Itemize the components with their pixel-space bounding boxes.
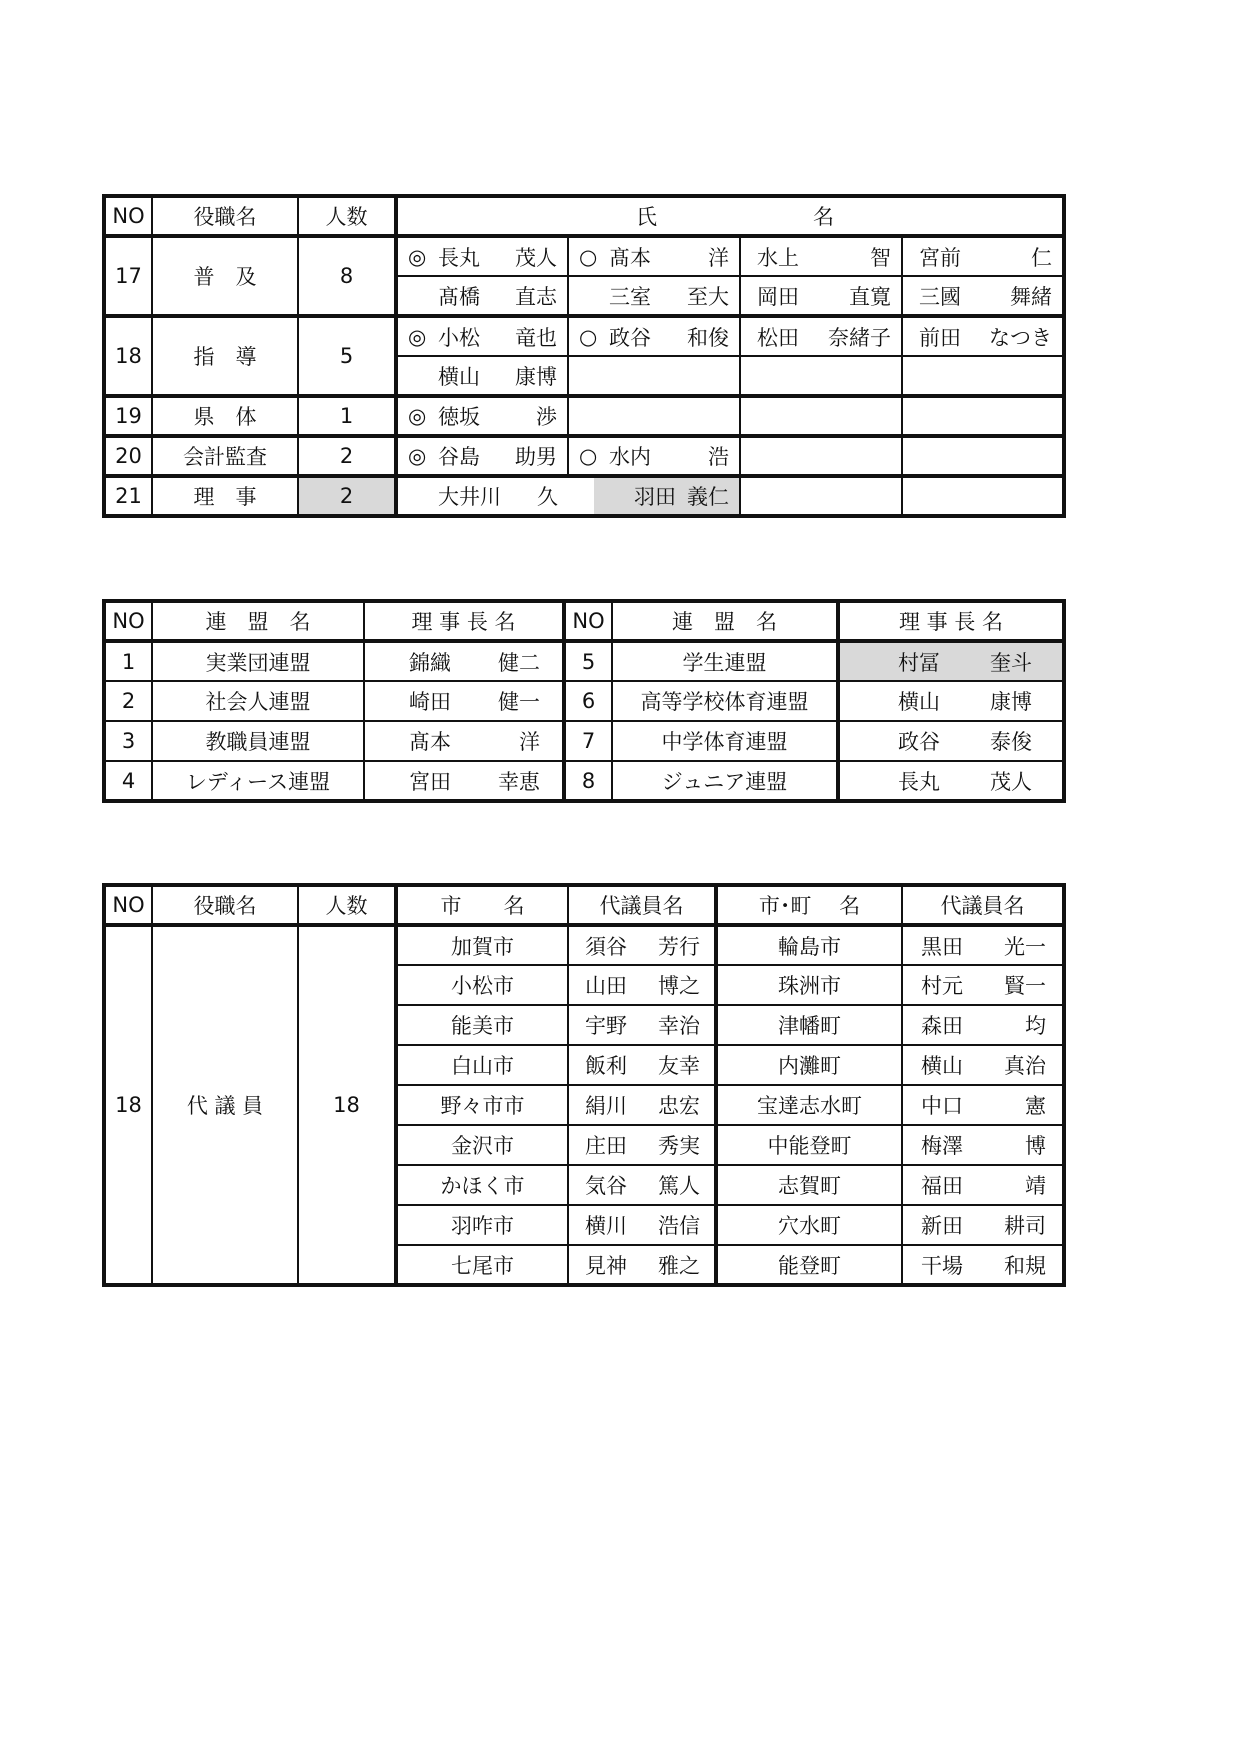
officer-name-cell — [902, 236, 1064, 276]
del-rep2 — [902, 1085, 1064, 1125]
family-name: 長丸 — [898, 769, 940, 794]
del-header-role: 役職名 — [152, 885, 298, 925]
given-name: 耕司 — [1004, 1214, 1046, 1238]
officer-name-cell — [396, 476, 568, 516]
del-rep-name — [569, 970, 714, 1000]
federations-header-row — [104, 601, 1064, 641]
officer-name-cell — [568, 236, 740, 276]
del-town: 珠洲市 — [716, 965, 902, 1005]
given-name: 浩信 — [658, 1214, 700, 1238]
fed-chair-name — [365, 726, 562, 756]
given-name: 均 — [1025, 1014, 1046, 1038]
del-city: 野々市市 — [396, 1085, 568, 1125]
fed-chair-name — [840, 726, 1062, 756]
del-rep — [568, 1005, 716, 1045]
officer-name — [398, 401, 567, 431]
del-rep2-name — [903, 931, 1062, 961]
officer-count: 5 — [298, 316, 396, 396]
del-rep — [568, 1125, 716, 1165]
officer-name — [398, 441, 567, 471]
officer-role: 普 及 — [152, 236, 298, 316]
del-city: 白山市 — [396, 1045, 568, 1085]
given-name: 博之 — [658, 974, 700, 998]
given-name: 芳行 — [658, 934, 700, 959]
officer-name — [569, 441, 739, 471]
delegates-table-body — [104, 885, 1064, 1285]
officer-no: 19 — [104, 396, 152, 436]
family-name: 干場 — [921, 1253, 963, 1278]
given-name: 幸恵 — [498, 769, 540, 794]
family-name: 黒田 — [921, 934, 963, 959]
federations-table — [102, 599, 1066, 803]
given-name: 直志 — [515, 284, 557, 309]
family-name: 横山 — [921, 1054, 963, 1078]
officer-name-cell — [396, 396, 568, 436]
del-rep2-name — [903, 1090, 1062, 1120]
officer-count: 8 — [298, 236, 396, 316]
fed-chair-name — [840, 686, 1062, 716]
officer-row — [104, 316, 1064, 356]
del-rep — [568, 1045, 716, 1085]
given-name: 和規 — [1004, 1253, 1046, 1278]
federation-row — [104, 641, 1064, 681]
fed-header-no-2: NO — [564, 601, 612, 641]
fed-no: 1 — [104, 641, 152, 681]
family-name: 村冨 — [898, 650, 940, 675]
del-header-no: NO — [104, 885, 152, 925]
fed-header-chair-1: 理 事 長 名 — [364, 601, 564, 641]
family-name: 錦織 — [409, 650, 451, 675]
officers-table — [102, 194, 1066, 518]
family-name: 水上 — [757, 245, 799, 270]
officer-row — [104, 236, 1064, 276]
officer-no: 21 — [104, 476, 152, 516]
given-name: 茂人 — [515, 245, 557, 270]
header-name-left: 氏 — [636, 205, 657, 229]
del-rep2-name — [903, 1130, 1062, 1160]
delegates-header-row — [104, 885, 1064, 925]
fed-name: 社会人連盟 — [152, 681, 364, 721]
fed-chair-name — [365, 766, 562, 796]
fed-name: 高等学校体育連盟 — [612, 681, 838, 721]
officer-role: 理 事 — [152, 476, 298, 516]
del-town: 宝達志水町 — [716, 1085, 902, 1125]
given-name: 康博 — [990, 690, 1032, 714]
delegates-table — [102, 883, 1066, 1287]
fed-no: 6 — [564, 681, 612, 721]
header-count: 人数 — [298, 196, 396, 236]
fed-chair — [364, 681, 564, 721]
rank-mark: ◎ — [408, 324, 427, 349]
given-name: 賢一 — [1004, 974, 1046, 998]
fed-chair — [364, 761, 564, 801]
officer-name-cell — [568, 436, 740, 476]
officer-name-cell — [902, 316, 1064, 356]
del-town: 穴水町 — [716, 1205, 902, 1245]
officer-name-cell — [568, 316, 740, 356]
fed-chair — [364, 641, 564, 681]
family-name: 谷島 — [438, 445, 480, 469]
family-name: 絹川 — [585, 1094, 627, 1118]
officer-name-cell — [396, 436, 568, 476]
family-name: 庄田 — [585, 1134, 627, 1158]
given-name: 渉 — [536, 405, 557, 429]
fed-chair — [364, 721, 564, 761]
fed-header-name-2: 連 盟 名 — [612, 601, 838, 641]
officer-name-cell — [740, 316, 902, 356]
officer-name — [741, 242, 901, 272]
del-rep — [568, 925, 716, 965]
fed-name: ジュニア連盟 — [612, 761, 838, 801]
officer-name-cell — [902, 356, 1064, 396]
given-name: 奈緒子 — [828, 325, 891, 350]
given-name: 洋 — [519, 730, 540, 754]
del-rep-name — [569, 1210, 714, 1240]
del-rep2-name — [903, 1010, 1062, 1040]
fed-header-chair-2: 理 事 長 名 — [838, 601, 1064, 641]
del-rep — [568, 1245, 716, 1285]
fed-chair — [838, 641, 1064, 681]
officer-name — [741, 322, 901, 352]
header-name-right: 名 — [813, 205, 834, 229]
given-name: 雅之 — [658, 1253, 700, 1278]
del-rep — [568, 1165, 716, 1205]
family-name: 三室 — [609, 284, 651, 309]
given-name: 智 — [870, 245, 891, 270]
officer-name — [569, 242, 739, 272]
rank-mark: ○ — [579, 324, 598, 349]
given-name: 幸治 — [658, 1014, 700, 1038]
del-town: 津幡町 — [716, 1005, 902, 1045]
officer-name — [398, 361, 567, 391]
given-name: 憲 — [1025, 1094, 1046, 1118]
del-rep — [568, 1085, 716, 1125]
del-rep2-name — [903, 1210, 1062, 1240]
officer-no: 17 — [104, 236, 152, 316]
family-name: 前田 — [919, 325, 961, 350]
del-no: 18 — [104, 925, 152, 1285]
del-rep-name — [569, 931, 714, 961]
del-town: 内灘町 — [716, 1045, 902, 1085]
del-rep-name — [569, 1050, 714, 1080]
officer-no: 18 — [104, 316, 152, 396]
officers-header-row — [104, 196, 1064, 236]
del-city: 金沢市 — [396, 1125, 568, 1165]
family-name: 三國 — [919, 284, 961, 309]
del-header-town: 市･町 名 — [716, 885, 902, 925]
officer-name-cell — [396, 316, 568, 356]
fed-no: 5 — [564, 641, 612, 681]
fed-no: 3 — [104, 721, 152, 761]
family-name: 長丸 — [438, 245, 480, 270]
given-name: 久 — [537, 485, 558, 509]
del-header-rep: 代議員名 — [568, 885, 716, 925]
family-name: 松田 — [757, 325, 799, 350]
del-rep2-name — [903, 1170, 1062, 1200]
officer-name — [398, 322, 567, 352]
fed-no: 4 — [104, 761, 152, 801]
family-name: 横山 — [898, 690, 940, 714]
family-name: 徳坂 — [438, 405, 480, 429]
del-rep2 — [902, 1165, 1064, 1205]
officer-name-cell — [740, 356, 902, 396]
del-town: 能登町 — [716, 1245, 902, 1285]
delegate-row — [104, 925, 1064, 965]
officer-name — [569, 322, 739, 352]
del-rep2-name — [903, 970, 1062, 1000]
del-rep-name — [569, 1010, 714, 1040]
del-city: 能美市 — [396, 1005, 568, 1045]
given-name: 舞緒 — [1010, 284, 1052, 309]
del-city: かほく市 — [396, 1165, 568, 1205]
family-name: 政谷 — [609, 325, 651, 350]
family-name: 大井川 — [438, 485, 501, 509]
fed-header-name-1: 連 盟 名 — [152, 601, 364, 641]
fed-chair — [838, 721, 1064, 761]
officer-name-cell — [568, 476, 740, 516]
del-rep — [568, 1205, 716, 1245]
family-name: 飯利 — [585, 1054, 627, 1078]
officer-name-cell — [902, 436, 1064, 476]
fed-header-no-1: NO — [104, 601, 152, 641]
family-name: 髙本 — [609, 245, 651, 270]
federation-row — [104, 721, 1064, 761]
officer-name — [903, 322, 1062, 352]
fed-name: 教職員連盟 — [152, 721, 364, 761]
del-rep — [568, 965, 716, 1005]
rank-mark: ◎ — [408, 404, 427, 428]
given-name: 健二 — [498, 650, 540, 675]
family-name: 須谷 — [585, 934, 627, 959]
officer-name — [594, 478, 739, 514]
family-name: 宮前 — [919, 245, 961, 270]
officer-name — [569, 281, 739, 311]
del-rep2 — [902, 925, 1064, 965]
given-name: 篤人 — [658, 1174, 700, 1198]
del-rep2 — [902, 1205, 1064, 1245]
family-name: 髙橋 — [438, 284, 480, 309]
fed-chair-name — [840, 766, 1062, 796]
officer-name-cell — [740, 276, 902, 316]
family-name: 水内 — [609, 445, 651, 469]
family-name: 岡田 — [757, 284, 799, 309]
fed-no: 2 — [104, 681, 152, 721]
officer-name — [903, 281, 1062, 311]
del-city: 羽咋市 — [396, 1205, 568, 1245]
federation-row — [104, 761, 1064, 801]
del-role: 代 議 員 — [152, 925, 298, 1285]
officer-name-cell — [568, 396, 740, 436]
del-header-city: 市 名 — [396, 885, 568, 925]
family-name: 見神 — [585, 1253, 627, 1278]
del-city: 加賀市 — [396, 925, 568, 965]
given-name: 直寛 — [849, 284, 891, 309]
given-name: 助男 — [515, 445, 557, 469]
officer-role: 会計監査 — [152, 436, 298, 476]
given-name: 仁 — [1031, 245, 1052, 270]
given-name: 秀実 — [658, 1134, 700, 1158]
rank-mark: ○ — [579, 444, 598, 468]
del-town: 輪島市 — [716, 925, 902, 965]
given-name: 茂人 — [990, 769, 1032, 794]
del-rep-name — [569, 1130, 714, 1160]
fed-name: 学生連盟 — [612, 641, 838, 681]
del-header-count: 人数 — [298, 885, 396, 925]
fed-chair — [838, 761, 1064, 801]
del-rep-name — [569, 1090, 714, 1120]
officers-table-body — [104, 196, 1064, 516]
officer-name-cell — [902, 476, 1064, 516]
family-name: 山田 — [585, 974, 627, 998]
officer-count: 2 — [298, 476, 396, 516]
officer-name — [903, 242, 1062, 272]
officer-name — [741, 281, 901, 311]
family-name: 髙本 — [409, 730, 451, 754]
del-rep2-name — [903, 1250, 1062, 1280]
del-header-rep2: 代議員名 — [902, 885, 1064, 925]
given-name: 義仁 — [687, 485, 729, 509]
del-rep2 — [902, 1005, 1064, 1045]
del-city: 小松市 — [396, 965, 568, 1005]
given-name: なつき — [989, 325, 1052, 350]
header-name — [396, 196, 1064, 236]
given-name: 友幸 — [658, 1054, 700, 1078]
fed-chair-name — [365, 686, 562, 716]
fed-name: 中学体育連盟 — [612, 721, 838, 761]
officer-name — [398, 481, 568, 511]
family-name: 羽田 — [634, 485, 676, 509]
rank-mark: ○ — [579, 244, 598, 269]
given-name: 和俊 — [687, 325, 729, 350]
family-name: 森田 — [921, 1014, 963, 1038]
officer-row — [104, 436, 1064, 476]
officer-name-cell — [396, 356, 568, 396]
officer-no: 20 — [104, 436, 152, 476]
family-name: 福田 — [921, 1174, 963, 1198]
officer-name-cell — [568, 276, 740, 316]
officer-name-cell — [396, 236, 568, 276]
rank-mark: ◎ — [408, 244, 427, 269]
family-name: 小松 — [438, 325, 480, 350]
fed-chair-name — [365, 647, 562, 677]
del-rep2 — [902, 1125, 1064, 1165]
officer-count: 1 — [298, 396, 396, 436]
family-name: 村元 — [921, 974, 963, 998]
given-name: 博 — [1025, 1134, 1046, 1158]
family-name: 崎田 — [409, 690, 451, 714]
given-name: 靖 — [1025, 1174, 1046, 1198]
family-name: 横川 — [585, 1214, 627, 1238]
fed-no: 8 — [564, 761, 612, 801]
del-rep2-name — [903, 1050, 1062, 1080]
officer-count: 2 — [298, 436, 396, 476]
given-name: 至大 — [687, 284, 729, 309]
fed-no: 7 — [564, 721, 612, 761]
family-name: 宇野 — [585, 1014, 627, 1038]
rank-mark: ◎ — [408, 444, 427, 468]
del-rep-name — [569, 1250, 714, 1280]
officer-name-cell — [902, 276, 1064, 316]
given-name: 健一 — [498, 690, 540, 714]
officer-name-cell — [740, 396, 902, 436]
officer-role: 指 導 — [152, 316, 298, 396]
given-name: 竜也 — [515, 325, 557, 350]
family-name: 中口 — [921, 1094, 963, 1118]
del-rep-name — [569, 1170, 714, 1200]
officer-name — [398, 242, 567, 272]
given-name: 泰俊 — [990, 730, 1032, 754]
officer-role: 県 体 — [152, 396, 298, 436]
officer-name-cell — [568, 356, 740, 396]
officer-row — [104, 476, 1064, 516]
family-name: 梅澤 — [921, 1134, 963, 1158]
officer-name — [398, 281, 567, 311]
del-town: 志賀町 — [716, 1165, 902, 1205]
officer-row — [104, 396, 1064, 436]
federation-row — [104, 681, 1064, 721]
header-no: NO — [104, 196, 152, 236]
family-name: 宮田 — [409, 769, 451, 794]
del-rep2 — [902, 965, 1064, 1005]
del-town: 中能登町 — [716, 1125, 902, 1165]
family-name: 横山 — [438, 364, 480, 389]
officer-name-cell — [740, 236, 902, 276]
fed-name: レディース連盟 — [152, 761, 364, 801]
given-name: 浩 — [708, 445, 729, 469]
given-name: 康博 — [515, 364, 557, 389]
family-name: 気谷 — [585, 1174, 627, 1198]
officer-name-cell — [740, 436, 902, 476]
family-name: 新田 — [921, 1214, 963, 1238]
given-name: 光一 — [1004, 934, 1046, 959]
given-name: 奎斗 — [990, 650, 1032, 675]
del-city: 七尾市 — [396, 1245, 568, 1285]
officer-name-cell — [396, 276, 568, 316]
fed-chair — [838, 681, 1064, 721]
family-name: 政谷 — [898, 730, 940, 754]
header-role: 役職名 — [152, 196, 298, 236]
del-rep2 — [902, 1245, 1064, 1285]
federations-table-body — [104, 601, 1064, 801]
fed-name: 実業団連盟 — [152, 641, 364, 681]
del-rep2 — [902, 1045, 1064, 1085]
given-name: 真治 — [1004, 1054, 1046, 1078]
officer-name-cell — [902, 396, 1064, 436]
del-count: 18 — [298, 925, 396, 1285]
fed-chair-name — [840, 647, 1062, 677]
officer-name-cell — [740, 476, 902, 516]
given-name: 洋 — [708, 245, 729, 270]
given-name: 忠宏 — [658, 1094, 700, 1118]
